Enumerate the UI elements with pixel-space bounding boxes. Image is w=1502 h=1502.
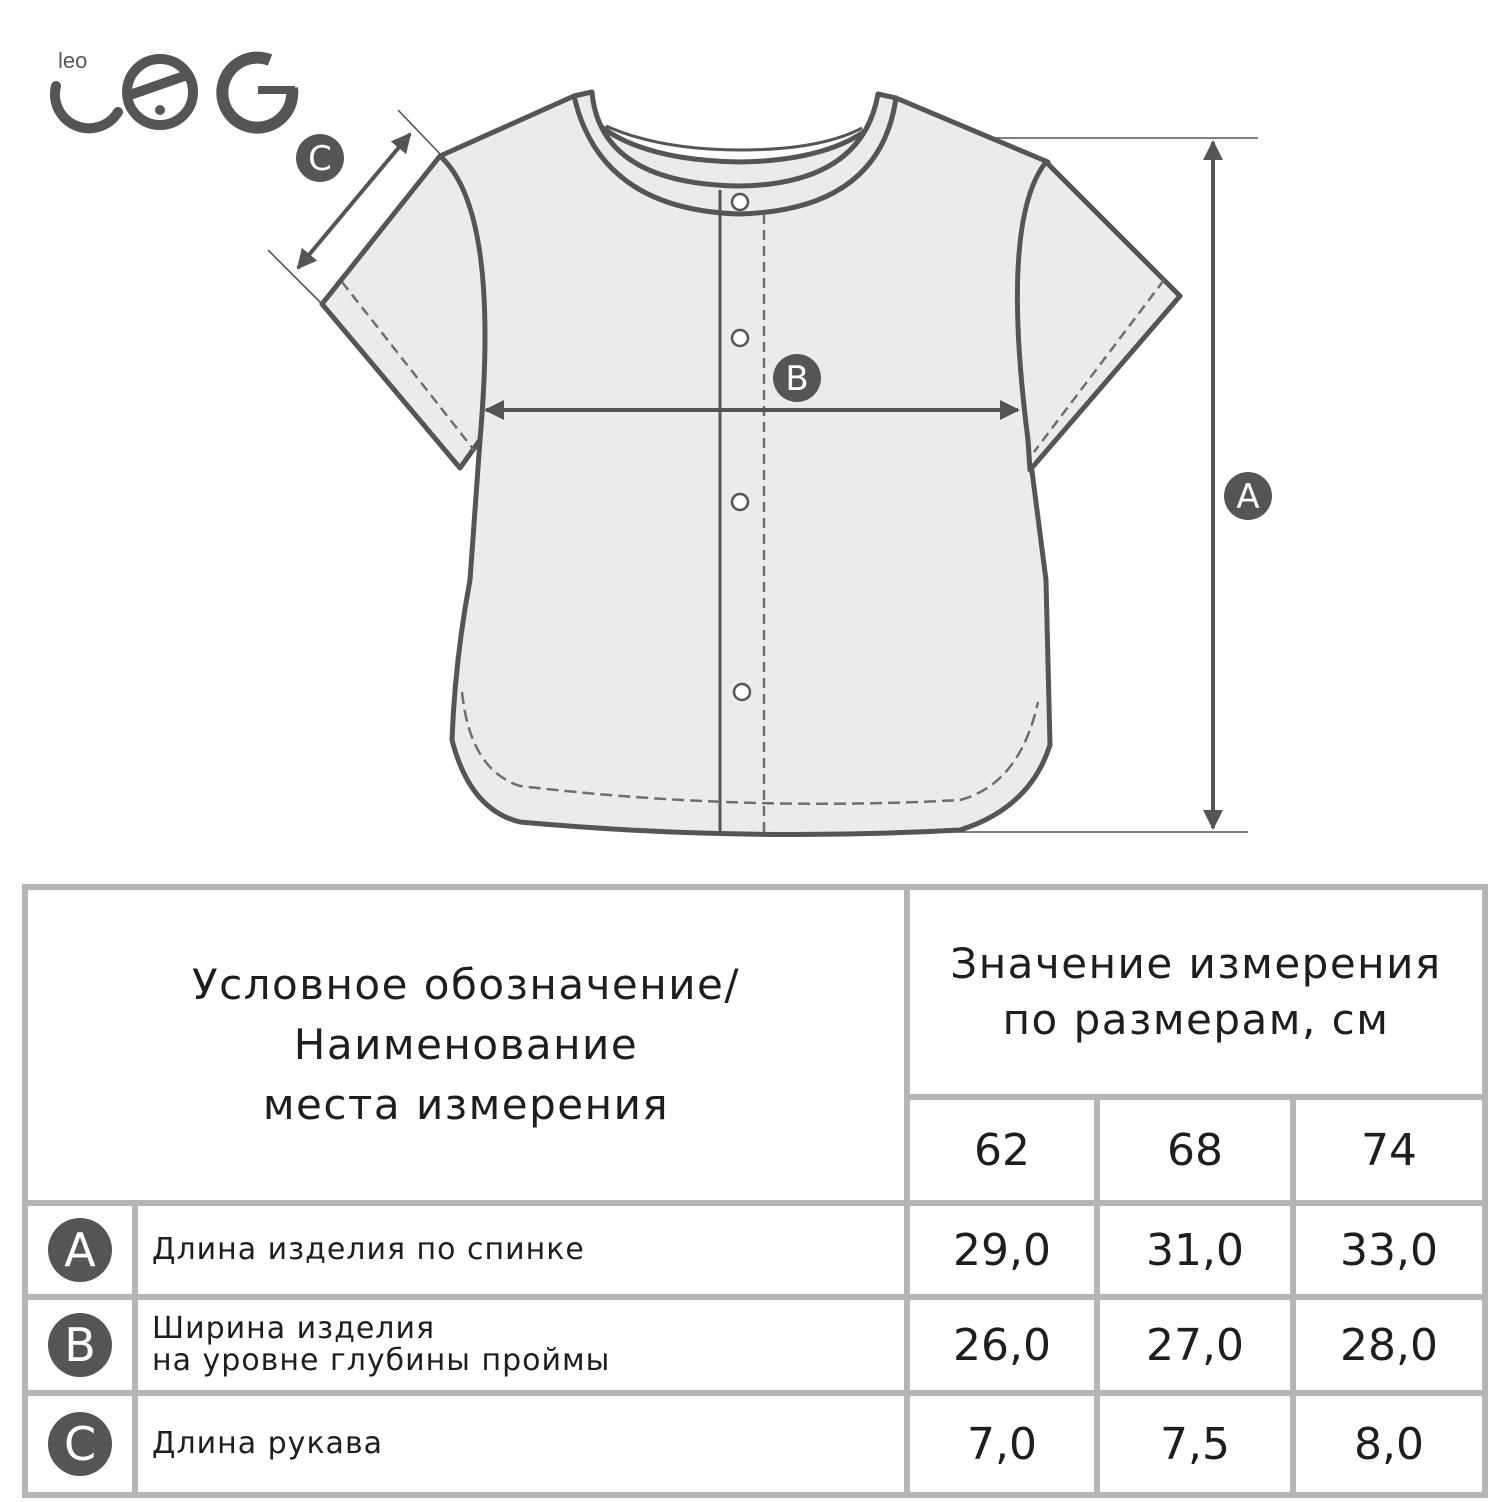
right-sleeve — [1017, 162, 1180, 470]
row-code-cell — [25, 1393, 135, 1495]
size-header-74: 74 — [1293, 1097, 1485, 1203]
value-cell: 7,5 — [1097, 1393, 1293, 1495]
button — [732, 494, 748, 510]
value-cell: 28,0 — [1293, 1297, 1485, 1393]
value-cell: 8,0 — [1293, 1393, 1485, 1495]
row-name: Длина изделия по спинке — [135, 1203, 907, 1297]
shirt-outline — [322, 92, 1180, 835]
button — [734, 684, 750, 700]
logo-bar — [127, 74, 190, 96]
row-name: Ширина изделия на уровне глубины проймы — [135, 1297, 907, 1393]
code-badge-c: C — [48, 1412, 112, 1476]
size-table — [22, 884, 1488, 1498]
code-badge-a: A — [48, 1218, 112, 1282]
row-code-cell — [25, 1297, 135, 1393]
label-c — [296, 134, 344, 182]
row-code-cell — [25, 1203, 135, 1297]
svg-text:B: B — [785, 359, 809, 399]
left-sleeve — [322, 156, 485, 468]
table-row — [25, 1203, 1485, 1297]
value-cell: 33,0 — [1293, 1203, 1485, 1297]
brand-logo — [55, 48, 295, 128]
value-cell: 7,0 — [907, 1393, 1097, 1495]
value-cell: 27,0 — [1097, 1297, 1293, 1393]
button — [732, 330, 748, 346]
label-b — [773, 354, 821, 402]
values-header: Значение измерения по размерам, см — [950, 939, 1442, 1044]
table-row — [25, 1393, 1485, 1495]
header-label: Условное обозначение/ Наименование места измерения — [191, 960, 741, 1129]
values-header-cell — [907, 887, 1485, 1097]
value-cell: 29,0 — [907, 1203, 1097, 1297]
logo-letter-l — [55, 86, 118, 128]
svg-text:C: C — [308, 139, 332, 179]
value-cell: 26,0 — [907, 1297, 1097, 1393]
code-badge-b: B — [48, 1313, 112, 1377]
row-name: Длина рукава — [135, 1393, 907, 1495]
button — [732, 194, 748, 210]
logo-dot — [155, 105, 165, 115]
size-header-68: 68 — [1097, 1097, 1293, 1203]
svg-text:A: A — [1236, 477, 1260, 517]
table-row — [25, 1297, 1485, 1393]
label-a — [1224, 472, 1272, 520]
size-header-62: 62 — [907, 1097, 1097, 1203]
header-label-cell — [25, 887, 907, 1203]
logo-small-text: leo — [58, 48, 88, 73]
value-cell: 31,0 — [1097, 1203, 1293, 1297]
